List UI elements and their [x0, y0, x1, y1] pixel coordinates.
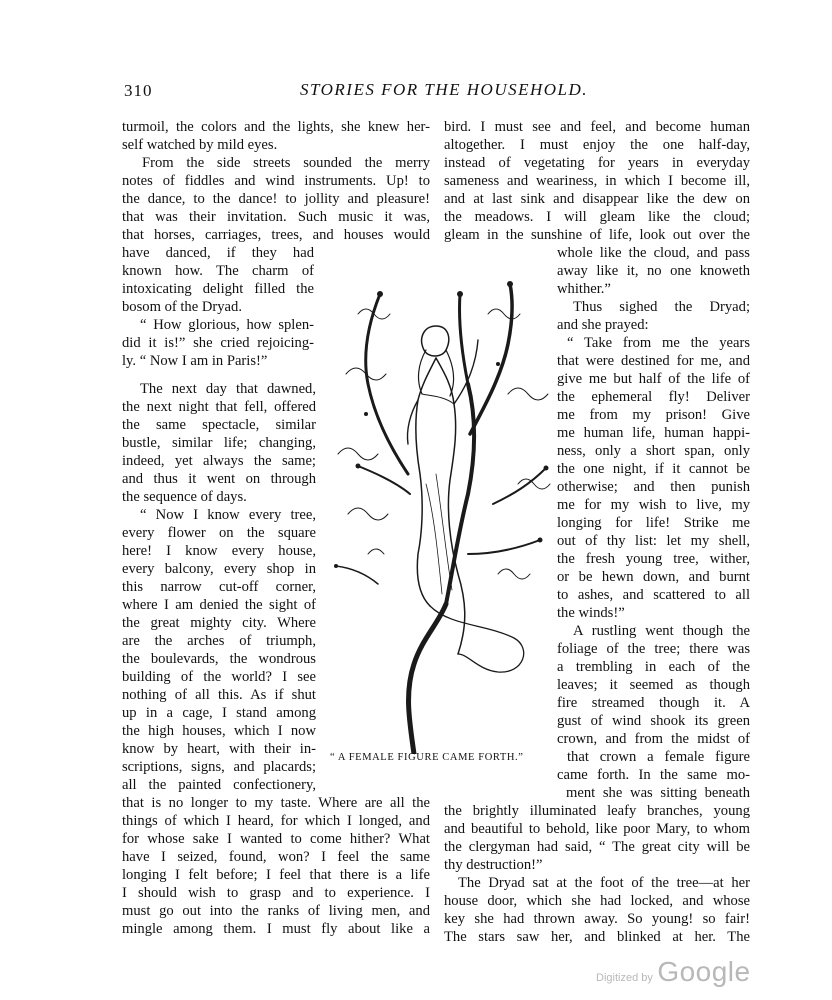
text-line: sameness and weariness, in which I become ill, — [444, 173, 750, 189]
digitized-prefix: Digitized by — [596, 972, 653, 984]
text-line: thy destruction!” — [444, 857, 543, 873]
text-line: whole like the cloud, and pass — [557, 245, 750, 261]
text-line: the fresh young tree, wither, — [557, 551, 750, 567]
text-line: scriptions, signs, and placards; — [122, 759, 316, 775]
text-line: ment she was sitting beneath — [566, 785, 750, 801]
digitized-by-google-watermark — [596, 956, 751, 988]
text-line: every balcony, every shop in — [122, 561, 316, 577]
text-line: the sequence of days. — [122, 489, 247, 505]
text-line: fire streamed though it. A — [557, 695, 750, 711]
text-line: have danced, if they had — [122, 245, 314, 261]
text-line: out of thy list: let my shell, — [557, 533, 750, 549]
text-line: to ashes, and scattered to all — [557, 587, 750, 603]
text-line: From the side streets sounded the merry — [142, 155, 430, 171]
text-line: self watched by mild eyes. — [122, 137, 278, 153]
text-line: The stars saw her, and blinked at her. The — [444, 929, 750, 945]
text-line: The next day that dawned, — [140, 381, 316, 397]
text-line: me human life, human happi- — [557, 425, 750, 441]
text-line: and beautiful to behold, like poor Mary, to whom — [444, 821, 750, 837]
text-line: things of which I heard, for which I longed, and — [122, 813, 430, 829]
text-line: A rustling went though the — [573, 623, 750, 639]
text-line: nothing of all this. As if shut — [122, 687, 316, 703]
text-line: the high houses, which I now — [122, 723, 316, 739]
text-line: the brightly illuminated leafy branches, young — [444, 803, 750, 819]
text-line: turmoil, the colors and the lights, she knew her- — [122, 119, 430, 135]
text-line: altogether. I must enjoy the one half-day, — [444, 137, 750, 153]
illustration-caption: “ A FEMALE FIGURE CAME FORTH.” — [330, 752, 524, 763]
text-line: the winds!” — [557, 605, 625, 621]
text-line: that were destined for me, and — [557, 353, 750, 369]
text-line: “ Take from me the years — [567, 335, 750, 351]
text-line: the clergyman had said, “ The great city will be — [444, 839, 750, 855]
text-line: came forth. In the same mo- — [557, 767, 750, 783]
text-line: the next night that fell, offered — [122, 399, 316, 415]
text-line: instead of vegetating for years in everyday — [444, 155, 750, 171]
text-line: notes of fiddles and wind instruments. Up! to — [122, 173, 430, 189]
text-line: where I am denied the sight of — [122, 597, 316, 613]
text-line: The Dryad sat at the foot of the tree—at her — [458, 875, 750, 891]
text-line: the one night, if it cannot be — [557, 461, 750, 477]
text-line: the same spectacle, similar — [122, 417, 316, 433]
text-line: for whose sake I wanted to come hither? What — [122, 831, 430, 847]
text-line: bird. I must see and feel, and become human — [444, 119, 750, 135]
text-line: known how. The charm of — [122, 263, 314, 279]
text-line: the meadows. I will gleam like the cloud; — [444, 209, 750, 225]
page-number: 310 — [124, 81, 153, 100]
text-line: that crown a female figure — [567, 749, 750, 765]
text-line: me from my prison! Give — [557, 407, 750, 423]
text-line: mingle among them. I must fly about like a — [122, 921, 430, 937]
running-head: STORIES FOR THE HOUSEHOLD. — [300, 80, 589, 99]
text-line: building of the world? I see — [122, 669, 316, 685]
text-line: whither.” — [557, 281, 611, 297]
text-line: ly. “ Now I am in Paris!” — [122, 353, 268, 369]
text-line: have I seized, found, won? I feel the same — [122, 849, 430, 865]
text-line: “ Now I know every tree, — [140, 507, 316, 523]
text-line: bosom of the Dryad. — [122, 299, 242, 315]
text-line: otherwise; and then punish — [557, 479, 750, 495]
text-line: I should wish to grasp and to experience. I — [122, 885, 430, 901]
text-line: me for my wish to live, my — [557, 497, 750, 513]
text-line: indeed, yet always the same; — [122, 453, 316, 469]
text-line: all the painted confectionery, — [122, 777, 316, 793]
text-line: the boulevards, the wondrous — [122, 651, 316, 667]
text-line: intoxicating delight filled the — [122, 281, 314, 297]
text-line: ness, only a short span, only — [557, 443, 750, 459]
text-line: and she prayed: — [557, 317, 649, 333]
text-line: are the arches of triumph, — [122, 633, 316, 649]
text-line: longing I felt before; I feel that there is a life — [122, 867, 430, 883]
text-line: this narrow cut-off corner, — [122, 579, 316, 595]
text-line: gleam in the sunshine of life, look out over the — [444, 227, 750, 243]
text-line: the dance, to the dance! to jollity and pleasure! — [122, 191, 430, 207]
text-line: “ How glorious, how splen- — [140, 317, 314, 333]
dryad-tree-illustration — [318, 254, 558, 754]
text-line: give me but half of the life of — [557, 371, 750, 387]
text-line: or be hewn down, and burnt — [557, 569, 750, 585]
text-line: must go out into the ranks of living men, and — [122, 903, 430, 919]
text-line: up in a cage, I stand among — [122, 705, 316, 721]
text-line: know by heart, with their in- — [122, 741, 316, 757]
text-line: crown, and from the midst of — [557, 731, 750, 747]
google-logo-text: Google — [657, 956, 751, 987]
text-line: house door, which she had locked, and whose — [444, 893, 750, 909]
text-line: and thus it went on through — [122, 471, 316, 487]
text-line: key she had thrown away. So young! so fair! — [444, 911, 750, 927]
text-line: foliage of the tree; there was — [557, 641, 750, 657]
text-line: and at last sink and disappear like the dew on — [444, 191, 750, 207]
text-line: gust of wind shook its green — [557, 713, 750, 729]
text-line: that horses, carriages, trees, and houses would — [122, 227, 430, 243]
text-line: the ephemeral fly! Deliver — [557, 389, 750, 405]
text-line: bustle, similar life; changing, — [122, 435, 316, 451]
text-line: did it is!” she cried rejoicing- — [122, 335, 314, 351]
text-line: away like it, no one knoweth — [557, 263, 750, 279]
text-line: every flower on the square — [122, 525, 316, 541]
text-line: that was their invitation. Such music it was, — [122, 209, 430, 225]
text-line: here! I know every house, — [122, 543, 316, 559]
text-line: longing for life! Strike me — [557, 515, 750, 531]
text-line: that is no longer to my taste. Where are all the — [122, 795, 430, 811]
text-line: a trembling in each of the — [557, 659, 750, 675]
text-line: leaves; it seemed as though — [557, 677, 750, 693]
text-line: Thus sighed the Dryad; — [573, 299, 750, 315]
text-line: the great mighty city. Where — [122, 615, 316, 631]
